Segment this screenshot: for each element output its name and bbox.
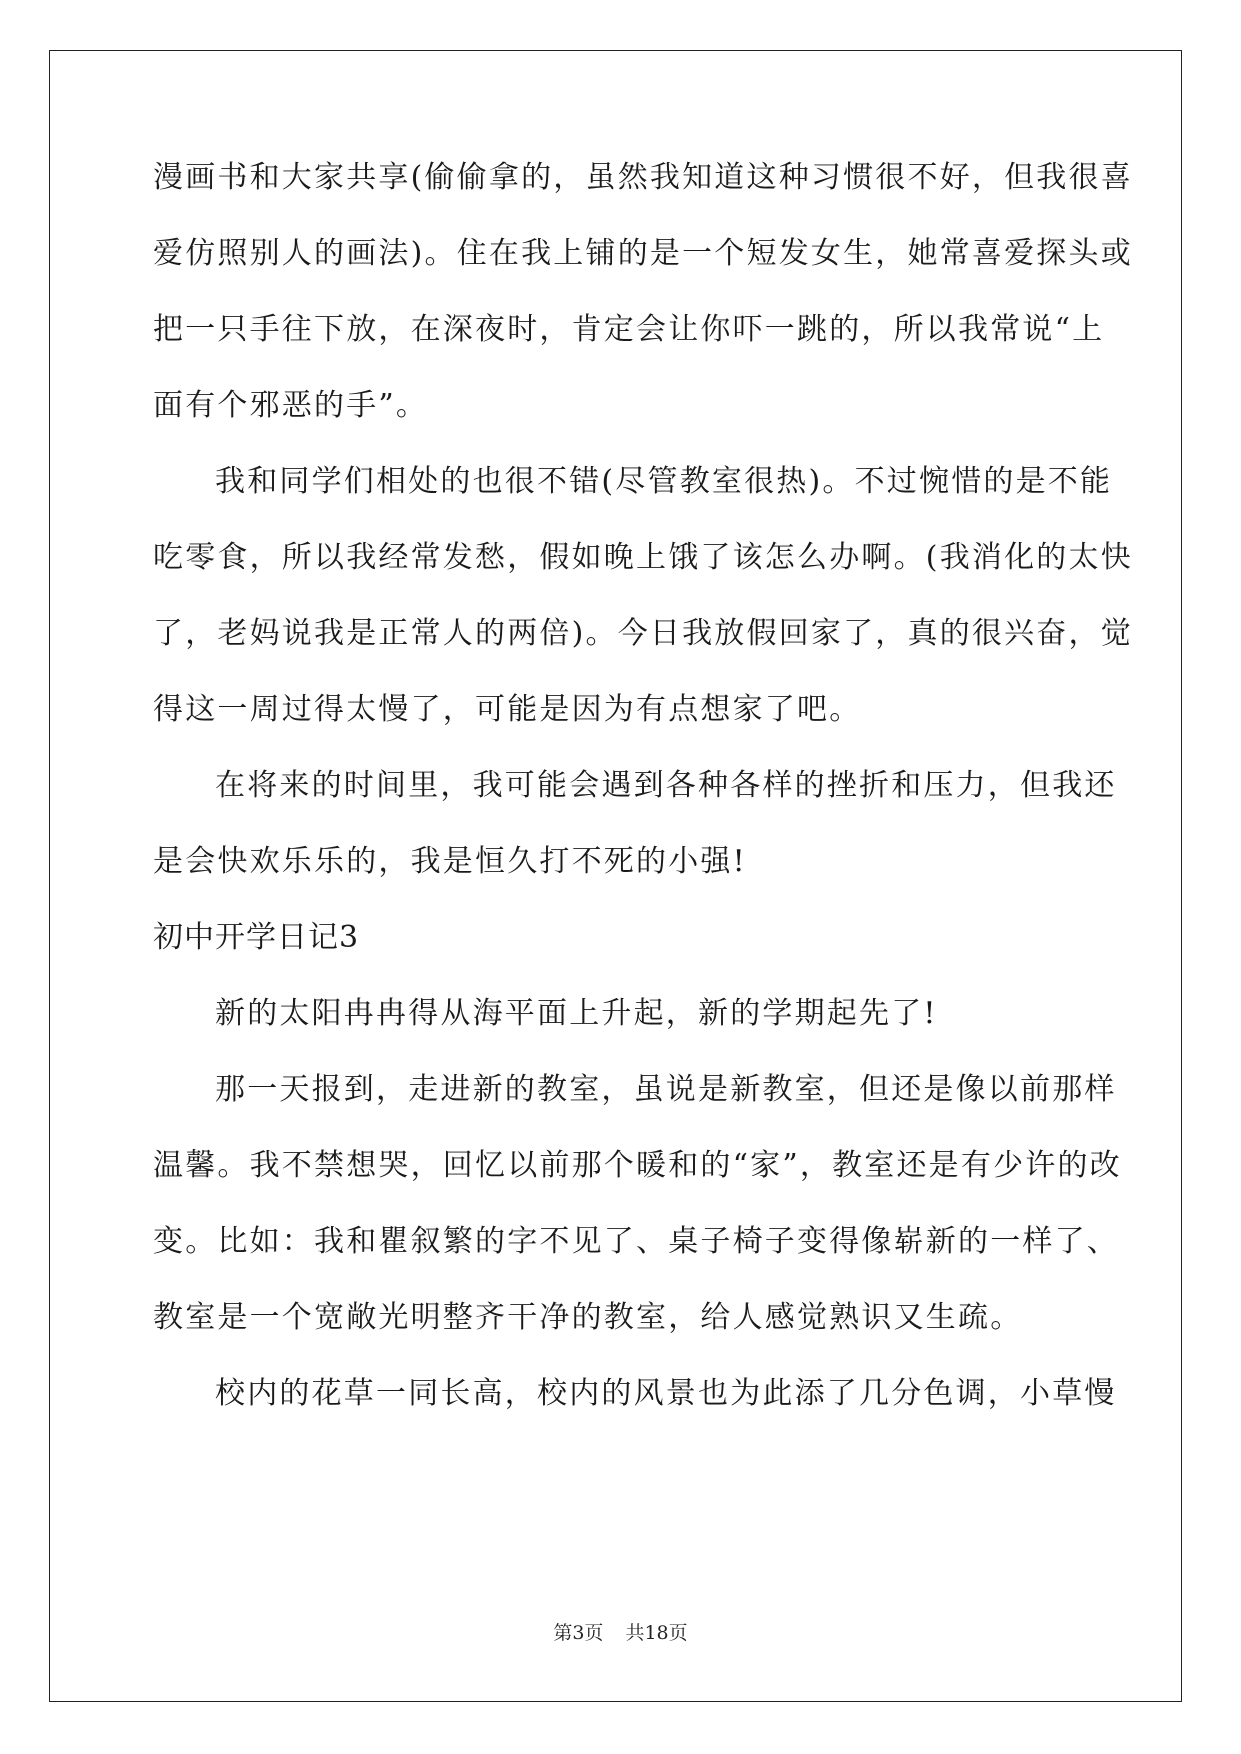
section-heading: 初中开学日记3	[153, 920, 360, 955]
paragraph-start-line: 那一天报到，走进新的教室，虽说是新教室，但还是像以前那样	[215, 1072, 1117, 1107]
page-total: 共18页	[625, 1622, 688, 1644]
text-line: 把一只手往下放，在深夜时，肯定会让你吓一跳的，所以我常说“上	[153, 312, 1105, 347]
text-line: 得这一周过得太慢了，可能是因为有点想家了吧。	[153, 692, 862, 727]
document-body	[153, 160, 1133, 1452]
text-line: 漫画书和大家共享(偷偷拿的，虽然我知道这种习惯很不好，但我很喜	[153, 160, 1133, 195]
text-line: 是会快欢乐乐的，我是恒久打不死的小强!	[153, 844, 747, 879]
text-line: 吃零食，所以我经常发愁，假如晚上饿了该怎么办啊。(我消化的太快	[153, 540, 1133, 575]
text-line: 温馨。我不禁想哭，回忆以前那个暖和的“家”，教室还是有少许的改	[153, 1148, 1122, 1183]
text-line: 了，老妈说我是正常人的两倍)。今日我放假回家了，真的很兴奋，觉	[153, 616, 1133, 651]
paragraph-start-line: 我和同学们相处的也很不错(尽管教室很热)。不过惋惜的是不能	[215, 464, 1113, 499]
text-line: 面有个邪恶的手”。	[153, 388, 429, 423]
paragraph-start-line: 新的太阳冉冉得从海平面上升起，新的学期起先了!	[215, 996, 938, 1031]
page-footer	[0, 1618, 1241, 1645]
text-line: 爱仿照别人的画法)。住在我上铺的是一个短发女生，她常喜爱探头或	[153, 236, 1133, 271]
page-number: 第3页	[553, 1622, 604, 1644]
text-line: 教室是一个宽敞光明整齐干净的教室，给人感觉熟识又生疏。	[153, 1300, 1023, 1335]
text-line: 变。比如：我和瞿叙繁的字不见了、桌子椅子变得像崭新的一样了、	[153, 1224, 1119, 1259]
paragraph-start-line: 校内的花草一同长高，校内的风景也为此添了几分色调，小草慢	[215, 1376, 1117, 1411]
paragraph-start-line: 在将来的时间里，我可能会遇到各种各样的挫折和压力，但我还	[215, 768, 1117, 803]
